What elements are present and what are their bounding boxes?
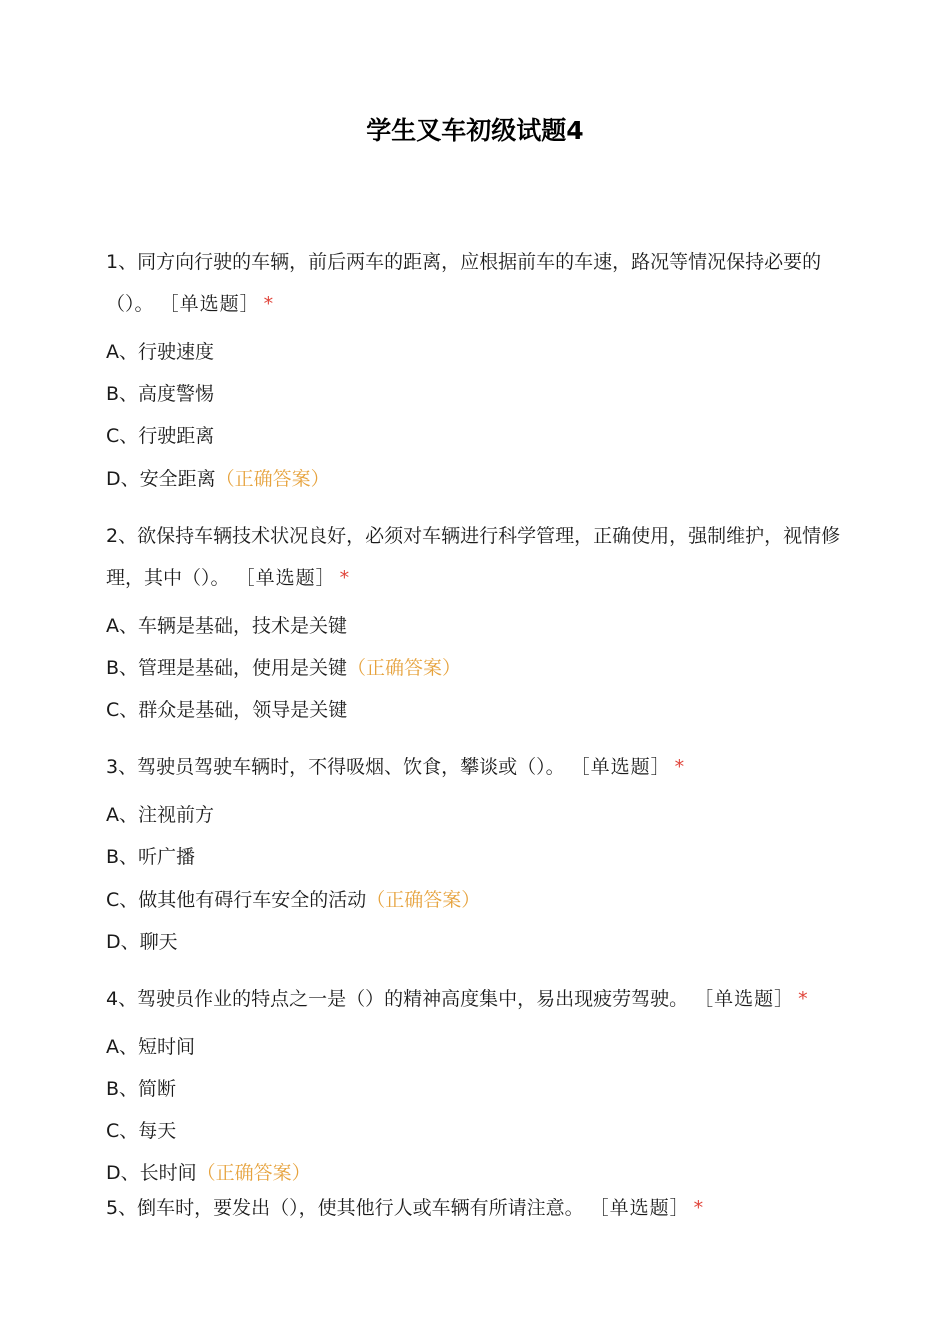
option-3b[interactable] bbox=[106, 836, 851, 878]
question-text: 1、同方向行驶的车辆，前后两车的距离，应根据前车的车速，路况等情况保持必要的（）。 bbox=[106, 251, 822, 315]
required-mark: * bbox=[674, 756, 685, 778]
page-title: 学生叉车初级试题4 bbox=[366, 116, 584, 145]
question-5 bbox=[106, 1187, 851, 1229]
option-2b[interactable] bbox=[106, 647, 851, 689]
required-mark: * bbox=[798, 988, 808, 1010]
option-4a[interactable] bbox=[106, 1026, 851, 1068]
option-label: A、注视前方 bbox=[106, 804, 214, 826]
option-label: C、做其他有碍行车安全的活动 bbox=[106, 889, 367, 911]
option-label: D、安全距离 bbox=[106, 468, 216, 490]
option-2c[interactable] bbox=[106, 689, 851, 731]
question-text: 2、欲保持车辆技术状况良好，必须对车辆进行科学管理，正确使用，强制维护，视情修理，其中（）。 bbox=[106, 525, 841, 589]
option-label: B、管理是基础，使用是关键 bbox=[106, 657, 348, 679]
option-4b[interactable] bbox=[106, 1068, 851, 1110]
required-mark: * bbox=[693, 1197, 704, 1219]
question-4 bbox=[106, 978, 851, 1020]
option-label: B、简断 bbox=[106, 1078, 177, 1100]
option-4c[interactable] bbox=[106, 1110, 851, 1152]
question-2 bbox=[106, 515, 851, 599]
option-2a[interactable] bbox=[106, 605, 851, 647]
option-1a[interactable] bbox=[106, 331, 851, 373]
required-mark: * bbox=[263, 293, 274, 315]
correct-answer-mark: （正确答案） bbox=[215, 468, 330, 490]
correct-answer-mark: （正确答案） bbox=[196, 1162, 311, 1184]
option-1c[interactable] bbox=[106, 415, 851, 457]
correct-answer-mark: （正确答案） bbox=[347, 657, 462, 679]
question-3 bbox=[106, 746, 851, 788]
option-label: B、高度警惕 bbox=[106, 383, 215, 405]
correct-answer-mark: （正确答案） bbox=[366, 889, 481, 911]
question-type: ［单选题］ bbox=[694, 988, 795, 1010]
option-3a[interactable] bbox=[106, 794, 851, 836]
question-type: ［单选题］ bbox=[159, 293, 260, 315]
option-label: D、长时间 bbox=[106, 1162, 197, 1184]
question-text: 3、驾驶员驾驶车辆时，不得吸烟、饮食，攀谈或（）。 bbox=[106, 756, 565, 778]
option-label: D、聊天 bbox=[106, 931, 178, 953]
option-label: C、每天 bbox=[106, 1120, 177, 1142]
question-text: 4、驾驶员作业的特点之一是（）的精神高度集中，易出现疲劳驾驶。 bbox=[106, 988, 689, 1010]
question-1 bbox=[106, 241, 851, 325]
option-label: C、群众是基础，领导是关键 bbox=[106, 699, 348, 721]
question-type: ［单选题］ bbox=[570, 756, 671, 778]
option-1b[interactable] bbox=[106, 373, 851, 415]
option-1d[interactable] bbox=[106, 458, 851, 500]
question-text: 5、倒车时，要发出（），使其他行人或车辆有所请注意。 bbox=[106, 1197, 584, 1219]
option-label: A、行驶速度 bbox=[106, 341, 214, 363]
question-type: ［单选题］ bbox=[589, 1197, 690, 1219]
option-3d[interactable] bbox=[106, 921, 851, 963]
required-mark: * bbox=[339, 567, 350, 589]
option-label: A、车辆是基础，技术是关键 bbox=[106, 615, 347, 637]
option-3c[interactable] bbox=[106, 879, 851, 921]
option-label: B、听广播 bbox=[106, 846, 196, 868]
option-label: A、短时间 bbox=[106, 1036, 195, 1058]
question-type: ［单选题］ bbox=[235, 567, 336, 589]
option-label: C、行驶距离 bbox=[106, 425, 215, 447]
